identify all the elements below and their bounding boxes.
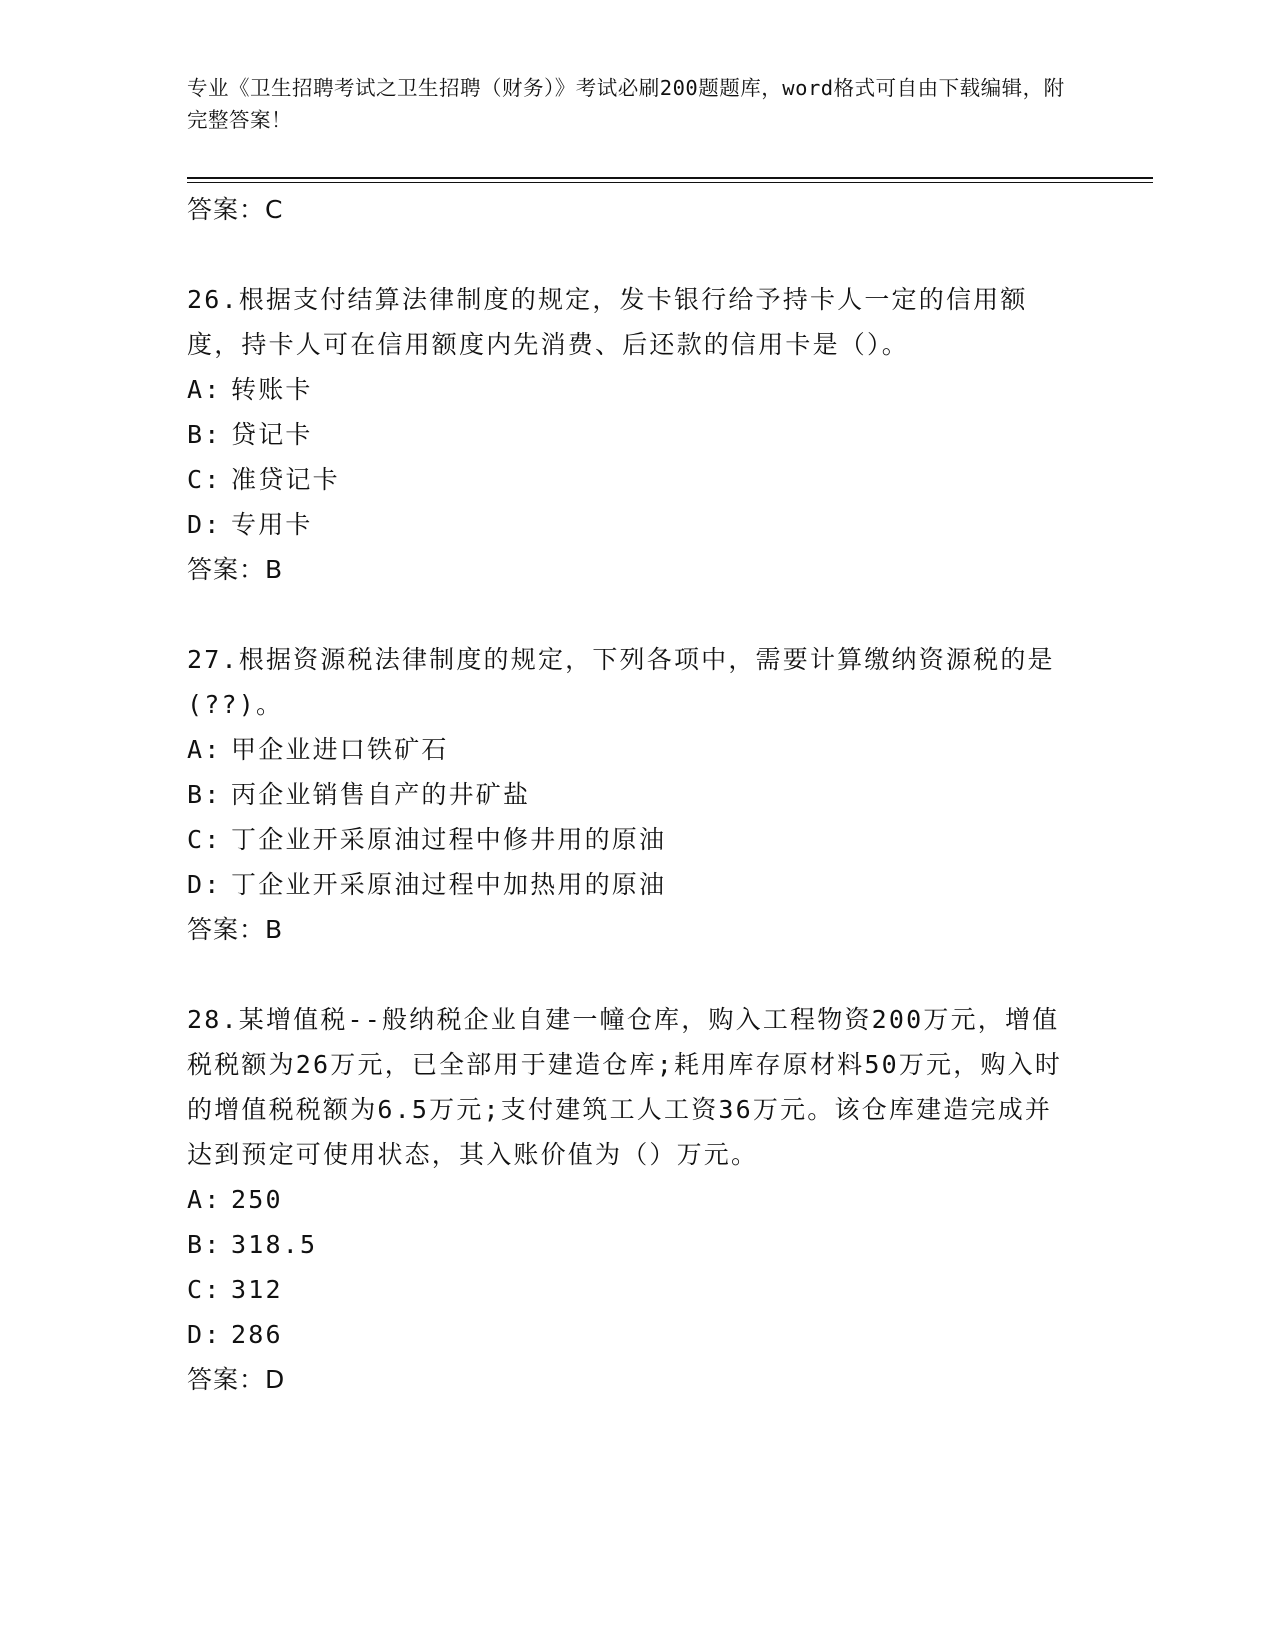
- option-c: [187, 1267, 1077, 1312]
- option-text: 转账卡: [231, 375, 313, 404]
- option-key: A:: [187, 375, 222, 404]
- option-text: 甲企业进口铁矿石: [231, 735, 449, 764]
- question-stem: 28.某增值税--般纳税企业自建一幢仓库，购入工程物资200万元，增值税税额为26万元，已全部用于建造仓库;耗用库存原材料50万元，购入时的增值税税额为6.5万元;支付建筑工人工资36万元。该仓库建造完成并达到预定可使用状态，其入账价值为（）万元。: [187, 1005, 1063, 1169]
- question-stem: 26.根据支付结算法律制度的规定，发卡银行给予持卡人一定的信用额度，持卡人可在信用额度内先消费、后还款的信用卡是（）。: [187, 285, 1028, 359]
- option-d: [187, 502, 1077, 547]
- option-text: 318.5: [231, 1230, 318, 1259]
- option-b: [187, 772, 1077, 817]
- option-b: [187, 1222, 1077, 1267]
- option-key: B:: [187, 780, 222, 809]
- option-key: D:: [187, 870, 222, 899]
- question-stem: 27.根据资源税法律制度的规定，下列各项中，需要计算缴纳资源税的是(??)。: [187, 645, 1055, 719]
- option-d: [187, 862, 1077, 907]
- option-text: 准贷记卡: [231, 465, 340, 494]
- option-a: [187, 367, 1077, 412]
- answer-line: 答案：D: [187, 1365, 286, 1394]
- option-text: 贷记卡: [231, 420, 313, 449]
- question-27: [187, 637, 1077, 952]
- option-c: [187, 457, 1077, 502]
- answer-line: 答案：B: [187, 915, 284, 944]
- option-a: [187, 727, 1077, 772]
- option-key: C:: [187, 825, 222, 854]
- option-text: 专用卡: [231, 510, 313, 539]
- option-d: [187, 1312, 1077, 1357]
- header-divider-thin: [187, 182, 1153, 183]
- page-header: 专业《卫生招聘考试之卫生招聘（财务）》考试必刷200题题库，word格式可自由下载编辑，附完整答案！: [187, 76, 1065, 132]
- option-key: D:: [187, 1320, 222, 1349]
- option-key: D:: [187, 510, 222, 539]
- option-text: 丁企业开采原油过程中修井用的原油: [231, 825, 667, 854]
- option-key: A:: [187, 735, 222, 764]
- option-key: C:: [187, 1275, 222, 1304]
- option-key: B:: [187, 420, 222, 449]
- question-28: [187, 997, 1077, 1402]
- answer-line: 答案：C: [187, 195, 284, 224]
- option-text: 丙企业销售自产的井矿盐: [231, 780, 531, 809]
- question-26: [187, 277, 1077, 592]
- option-text: 丁企业开采原油过程中加热用的原油: [231, 870, 667, 899]
- option-text: 312: [231, 1275, 283, 1304]
- option-key: C:: [187, 465, 222, 494]
- option-text: 286: [231, 1320, 283, 1349]
- option-text: 250: [231, 1185, 283, 1214]
- option-key: B:: [187, 1230, 222, 1259]
- option-b: [187, 412, 1077, 457]
- option-a: [187, 1177, 1077, 1222]
- header-divider: [187, 177, 1153, 179]
- option-key: A:: [187, 1185, 222, 1214]
- option-c: [187, 817, 1077, 862]
- answer-line: 答案：B: [187, 555, 284, 584]
- question-list: [187, 187, 1077, 1402]
